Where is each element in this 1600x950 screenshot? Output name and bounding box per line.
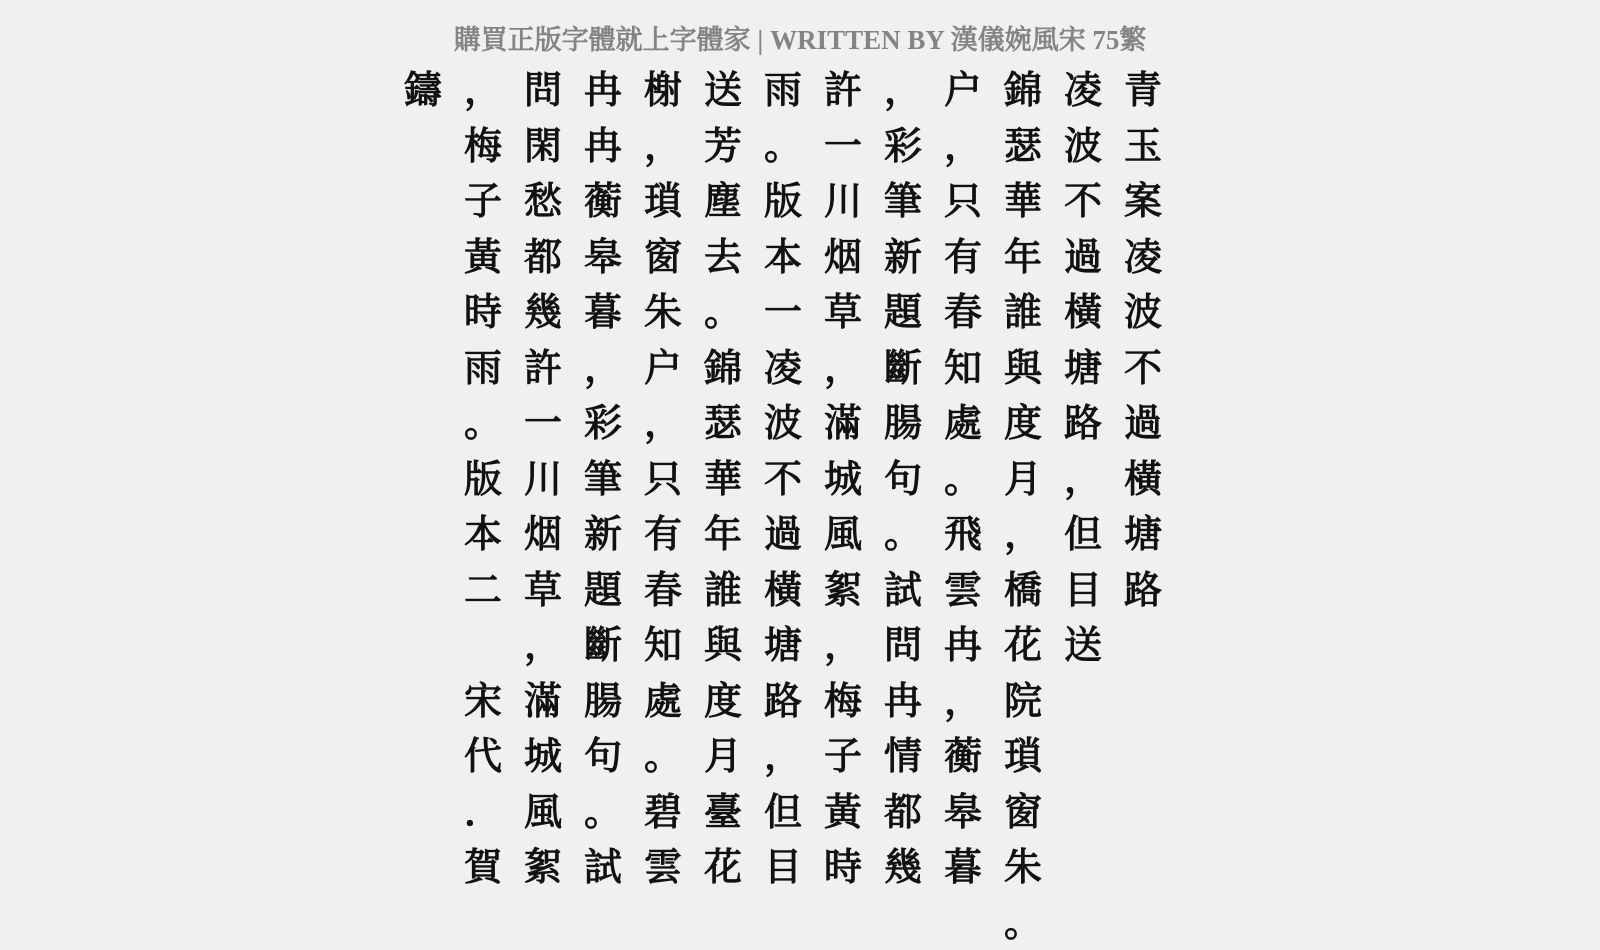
glyph: 度 bbox=[993, 395, 1053, 451]
glyph: 年 bbox=[693, 506, 753, 562]
glyph: 斷 bbox=[873, 340, 933, 396]
text-column-13 bbox=[393, 62, 453, 118]
glyph: 知 bbox=[633, 617, 693, 673]
glyph: 句 bbox=[873, 451, 933, 507]
glyph: 不 bbox=[1053, 173, 1113, 229]
glyph: 橫 bbox=[1113, 451, 1173, 507]
glyph: 暮 bbox=[933, 839, 993, 895]
glyph: 彩 bbox=[873, 118, 933, 174]
glyph: 朱 bbox=[993, 839, 1053, 895]
glyph: 華 bbox=[993, 173, 1053, 229]
glyph: 送 bbox=[1053, 617, 1113, 673]
glyph: 榭 bbox=[633, 62, 693, 118]
glyph: 年 bbox=[993, 229, 1053, 285]
glyph: 蘅 bbox=[933, 728, 993, 784]
glyph: 情 bbox=[873, 728, 933, 784]
glyph: 冉 bbox=[933, 617, 993, 673]
glyph: 時 bbox=[813, 839, 873, 895]
glyph: 雲 bbox=[933, 562, 993, 618]
text-column-12 bbox=[453, 62, 513, 895]
glyph: 腸 bbox=[873, 395, 933, 451]
glyph: 案 bbox=[1113, 173, 1173, 229]
glyph: 春 bbox=[633, 562, 693, 618]
glyph: 窗 bbox=[993, 784, 1053, 840]
glyph: ． bbox=[453, 784, 513, 840]
glyph: 城 bbox=[813, 451, 873, 507]
glyph bbox=[453, 617, 513, 673]
glyph: 閑 bbox=[513, 118, 573, 174]
glyph: 路 bbox=[1113, 562, 1173, 618]
glyph: 一 bbox=[813, 118, 873, 174]
text-column-7 bbox=[753, 62, 813, 895]
text-column-5 bbox=[873, 62, 933, 895]
glyph: ， bbox=[933, 673, 993, 729]
glyph: 烟 bbox=[813, 229, 873, 285]
glyph: 雨 bbox=[453, 340, 513, 396]
glyph: 斷 bbox=[573, 617, 633, 673]
glyph: 問 bbox=[873, 617, 933, 673]
glyph: 。 bbox=[993, 895, 1053, 950]
glyph: 誰 bbox=[693, 562, 753, 618]
glyph: 波 bbox=[1053, 118, 1113, 174]
glyph: 臺 bbox=[693, 784, 753, 840]
glyph: 目 bbox=[1053, 562, 1113, 618]
glyph: 冉 bbox=[573, 118, 633, 174]
glyph: 誰 bbox=[993, 284, 1053, 340]
glyph: 滿 bbox=[513, 673, 573, 729]
glyph: 月 bbox=[993, 451, 1053, 507]
glyph: 本 bbox=[453, 506, 513, 562]
glyph: 不 bbox=[1113, 340, 1173, 396]
glyph: 草 bbox=[513, 562, 573, 618]
glyph: 句 bbox=[573, 728, 633, 784]
glyph: 凌 bbox=[1053, 62, 1113, 118]
glyph: 一 bbox=[753, 284, 813, 340]
glyph: 。 bbox=[933, 451, 993, 507]
glyph: 。 bbox=[453, 395, 513, 451]
glyph: 黃 bbox=[813, 784, 873, 840]
text-column-1 bbox=[1113, 62, 1173, 617]
glyph: 凌 bbox=[1113, 229, 1173, 285]
glyph: 芳 bbox=[693, 118, 753, 174]
glyph: 腸 bbox=[573, 673, 633, 729]
glyph: 子 bbox=[813, 728, 873, 784]
glyph: 皋 bbox=[933, 784, 993, 840]
glyph: 本 bbox=[753, 229, 813, 285]
text-column-4 bbox=[933, 62, 993, 895]
glyph: 蘅 bbox=[573, 173, 633, 229]
glyph: 過 bbox=[1113, 395, 1173, 451]
glyph: 飛 bbox=[933, 506, 993, 562]
glyph: 梅 bbox=[813, 673, 873, 729]
glyph: 度 bbox=[693, 673, 753, 729]
glyph: 川 bbox=[813, 173, 873, 229]
glyph: 橋 bbox=[993, 562, 1053, 618]
glyph: 冉 bbox=[873, 673, 933, 729]
glyph: 目 bbox=[753, 839, 813, 895]
glyph: 塘 bbox=[1053, 340, 1113, 396]
glyph: 春 bbox=[933, 284, 993, 340]
glyph: 冉 bbox=[573, 62, 633, 118]
glyph: 新 bbox=[873, 229, 933, 285]
glyph: 題 bbox=[573, 562, 633, 618]
glyph: 都 bbox=[873, 784, 933, 840]
glyph: ， bbox=[993, 506, 1053, 562]
text-column-8 bbox=[693, 62, 753, 895]
glyph: 版 bbox=[753, 173, 813, 229]
glyph: 錦 bbox=[993, 62, 1053, 118]
glyph: 去 bbox=[693, 229, 753, 285]
glyph: 瑣 bbox=[993, 728, 1053, 784]
glyph: 華 bbox=[693, 451, 753, 507]
glyph: 花 bbox=[993, 617, 1053, 673]
glyph: 滿 bbox=[813, 395, 873, 451]
glyph: 院 bbox=[993, 673, 1053, 729]
glyph: 一 bbox=[513, 395, 573, 451]
text-column-9 bbox=[633, 62, 693, 895]
glyph: 筆 bbox=[573, 451, 633, 507]
glyph: 許 bbox=[813, 62, 873, 118]
text-column-2 bbox=[1053, 62, 1113, 673]
glyph: 時 bbox=[453, 284, 513, 340]
glyph: ， bbox=[813, 617, 873, 673]
glyph: 。 bbox=[573, 784, 633, 840]
glyph: 許 bbox=[513, 340, 573, 396]
glyph: 凌 bbox=[753, 340, 813, 396]
glyph: 彩 bbox=[573, 395, 633, 451]
glyph: ， bbox=[633, 395, 693, 451]
glyph: 。 bbox=[753, 118, 813, 174]
glyph: 有 bbox=[633, 506, 693, 562]
glyph: 賀 bbox=[453, 839, 513, 895]
glyph: 黃 bbox=[453, 229, 513, 285]
glyph: 送 bbox=[693, 62, 753, 118]
glyph: 瑟 bbox=[693, 395, 753, 451]
glyph: ， bbox=[933, 118, 993, 174]
glyph: 梅 bbox=[453, 118, 513, 174]
glyph: 。 bbox=[633, 728, 693, 784]
glyph: 都 bbox=[513, 229, 573, 285]
glyph: 只 bbox=[933, 173, 993, 229]
glyph: ， bbox=[873, 62, 933, 118]
text-column-3 bbox=[993, 62, 1053, 950]
glyph: 皋 bbox=[573, 229, 633, 285]
glyph: 過 bbox=[1053, 229, 1113, 285]
glyph: 暮 bbox=[573, 284, 633, 340]
text-column-6 bbox=[813, 62, 873, 895]
glyph: 户 bbox=[933, 62, 993, 118]
glyph: ， bbox=[453, 62, 513, 118]
glyph: 處 bbox=[933, 395, 993, 451]
glyph: 。 bbox=[873, 506, 933, 562]
glyph: 瑟 bbox=[993, 118, 1053, 174]
text-column-11 bbox=[513, 62, 573, 895]
glyph: 風 bbox=[813, 506, 873, 562]
glyph: ， bbox=[813, 340, 873, 396]
glyph: 碧 bbox=[633, 784, 693, 840]
glyph: 筆 bbox=[873, 173, 933, 229]
glyph: 烟 bbox=[513, 506, 573, 562]
glyph: 有 bbox=[933, 229, 993, 285]
glyph: ， bbox=[513, 617, 573, 673]
glyph: 新 bbox=[573, 506, 633, 562]
glyph: 雲 bbox=[633, 839, 693, 895]
glyph: 塘 bbox=[753, 617, 813, 673]
glyph: 不 bbox=[753, 451, 813, 507]
glyph: 但 bbox=[753, 784, 813, 840]
glyph: 窗 bbox=[633, 229, 693, 285]
glyph: 波 bbox=[1113, 284, 1173, 340]
watermark-header: 購買正版字體就上字體家 | WRITTEN BY 漢儀婉風宋 75繁 bbox=[0, 18, 1600, 57]
glyph: ， bbox=[633, 118, 693, 174]
glyph: 愁 bbox=[513, 173, 573, 229]
glyph: 子 bbox=[453, 173, 513, 229]
glyph: 川 bbox=[513, 451, 573, 507]
glyph: 鑄 bbox=[393, 62, 453, 118]
glyph: 玉 bbox=[1113, 118, 1173, 174]
glyph: 塵 bbox=[693, 173, 753, 229]
glyph: 雨 bbox=[753, 62, 813, 118]
glyph: 青 bbox=[1113, 62, 1173, 118]
glyph: 朱 bbox=[633, 284, 693, 340]
glyph: 幾 bbox=[873, 839, 933, 895]
glyph: ， bbox=[573, 340, 633, 396]
glyph: 。 bbox=[693, 284, 753, 340]
glyph: 只 bbox=[633, 451, 693, 507]
glyph: 問 bbox=[513, 62, 573, 118]
glyph: 題 bbox=[873, 284, 933, 340]
glyph: 路 bbox=[1053, 395, 1113, 451]
glyph: ， bbox=[753, 728, 813, 784]
glyph: 試 bbox=[873, 562, 933, 618]
glyph: 代 bbox=[453, 728, 513, 784]
glyph: 版 bbox=[453, 451, 513, 507]
glyph: 月 bbox=[693, 728, 753, 784]
glyph: 橫 bbox=[753, 562, 813, 618]
glyph: 城 bbox=[513, 728, 573, 784]
text-column-10 bbox=[573, 62, 633, 895]
glyph: 過 bbox=[753, 506, 813, 562]
glyph: 試 bbox=[573, 839, 633, 895]
glyph: 二 bbox=[453, 562, 513, 618]
glyph: 花 bbox=[693, 839, 753, 895]
glyph: 路 bbox=[753, 673, 813, 729]
glyph: 錦 bbox=[693, 340, 753, 396]
glyph: 幾 bbox=[513, 284, 573, 340]
glyph: 風 bbox=[513, 784, 573, 840]
glyph: 知 bbox=[933, 340, 993, 396]
glyph: 橫 bbox=[1053, 284, 1113, 340]
glyph: 處 bbox=[633, 673, 693, 729]
glyph: 宋 bbox=[453, 673, 513, 729]
glyph: 瑣 bbox=[633, 173, 693, 229]
glyph: 絮 bbox=[513, 839, 573, 895]
glyph: 草 bbox=[813, 284, 873, 340]
glyph: ， bbox=[1053, 451, 1113, 507]
glyph: 波 bbox=[753, 395, 813, 451]
glyph: 户 bbox=[633, 340, 693, 396]
glyph: 但 bbox=[1053, 506, 1113, 562]
glyph: 塘 bbox=[1113, 506, 1173, 562]
glyph: 與 bbox=[693, 617, 753, 673]
glyph: 與 bbox=[993, 340, 1053, 396]
glyph: 絮 bbox=[813, 562, 873, 618]
